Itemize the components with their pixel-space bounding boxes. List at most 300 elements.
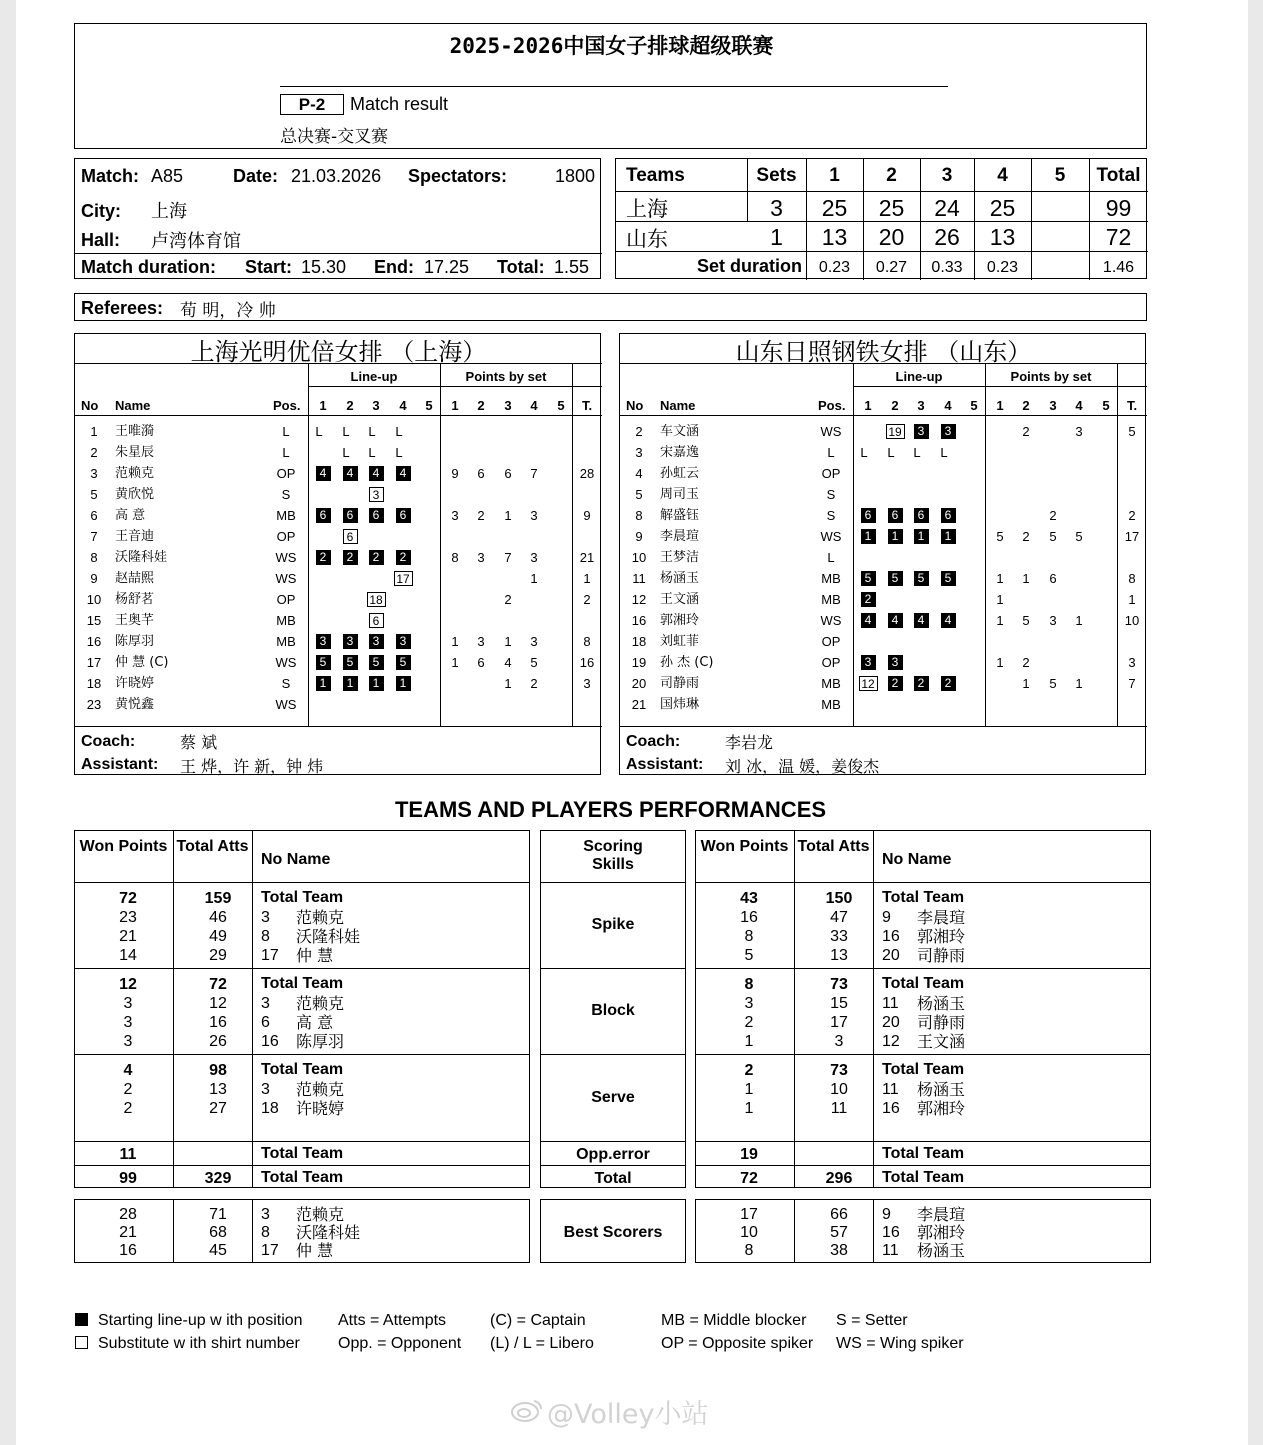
set-duration-1: 0.23 (818, 259, 851, 276)
best-atts: 66 (830, 1206, 848, 1223)
player-position: OP (276, 529, 296, 544)
won-points: 2 (123, 1081, 133, 1098)
starting-position: 1 (396, 676, 411, 691)
libero-mark: L (913, 445, 921, 460)
score-a-set2: 25 (878, 195, 905, 221)
set-duration-label: Set duration (696, 256, 802, 276)
total-team-label: Total Team (882, 1061, 965, 1078)
set-points: 2 (504, 592, 512, 607)
set-points: 1 (504, 508, 512, 523)
lineup-header: Line-up (350, 369, 398, 384)
starting-position: 1 (888, 529, 903, 544)
player-total-points: 2 (583, 592, 591, 607)
player-number: 8 (635, 508, 643, 523)
set-points: 1 (530, 571, 538, 586)
player-total-points: 9 (583, 508, 591, 523)
player-name: 宋嘉逸 (660, 445, 700, 460)
starting-position: 6 (369, 508, 384, 523)
starting-position: 6 (861, 508, 876, 523)
total-attempts: 12 (209, 995, 227, 1012)
player-number: 20 (882, 947, 900, 964)
player-number: 20 (631, 676, 647, 691)
starting-position: 4 (369, 466, 384, 481)
starting-position: 1 (316, 676, 331, 691)
team-name: 山东日照钢铁女排 （山东） (735, 338, 1032, 366)
starting-position: 3 (941, 424, 956, 439)
col-points-set: 1 (451, 398, 459, 413)
player-number: 3 (261, 909, 270, 926)
match-stage: 总决赛-交叉赛 (280, 127, 389, 147)
legend-opp: Opp. = Opponent (338, 1335, 462, 1352)
player-position: L (282, 424, 290, 439)
starting-position: 5 (369, 655, 384, 670)
set-points: 4 (504, 655, 512, 670)
col-lineup-set: 1 (319, 398, 327, 413)
set-duration-3: 0.33 (931, 259, 963, 276)
set-points: 1 (1075, 676, 1083, 691)
player-name: 范赖克 (296, 994, 345, 1013)
won-points: 1 (744, 1100, 754, 1117)
column-divider (308, 363, 309, 726)
substitute-number: 12 (859, 676, 878, 691)
player-name: 沃隆科娃 (115, 550, 168, 565)
set-points: 1 (451, 634, 459, 649)
player-number: 18 (86, 676, 102, 691)
player-number: 3 (90, 466, 98, 481)
player-total-points: 16 (579, 655, 595, 670)
player-name: 李晨瑄 (917, 908, 966, 927)
starting-position: 2 (914, 676, 929, 691)
best-atts: 45 (209, 1242, 227, 1259)
doc-code: P-2 (280, 94, 344, 115)
col-pos: Pos. (818, 398, 846, 413)
player-name: 杨涵玉 (917, 994, 966, 1013)
set-points: 3 (451, 508, 459, 523)
total-attempts: 3 (834, 1033, 844, 1050)
doc-name: Match result (350, 94, 449, 114)
legend-ws: WS = Wing spiker (836, 1335, 964, 1352)
player-name: 杨涵玉 (660, 571, 700, 586)
player-name: 许晓婷 (296, 1099, 345, 1118)
row-divider (540, 1165, 686, 1166)
header-no-name: No Name (261, 851, 331, 868)
player-name: 王文涵 (917, 1032, 966, 1051)
row-divider (74, 1054, 530, 1055)
player-position: MB (276, 613, 296, 628)
row-divider (695, 882, 1151, 883)
starting-position: 1 (343, 676, 358, 691)
player-total-points: 3 (583, 676, 591, 691)
set-points: 9 (451, 466, 459, 481)
score-a-set3: 24 (934, 195, 960, 221)
assistant-names: 王 烨，许 新，钟 炜 (180, 757, 324, 776)
end-value: 17.25 (424, 257, 470, 277)
set-points: 2 (530, 676, 538, 691)
player-position: OP (821, 466, 841, 481)
col-no: No (81, 398, 99, 413)
starting-position: 4 (914, 613, 929, 628)
opp-error-label: Total Team (882, 1145, 965, 1162)
player-position: S (281, 487, 291, 502)
player-position: MB (276, 508, 296, 523)
player-total-points: 2 (1128, 508, 1136, 523)
player-number: 9 (882, 909, 891, 926)
player-name: 仲 慧 (C) (115, 655, 169, 670)
player-name: 李晨瑄 (660, 529, 700, 544)
player-number: 9 (90, 571, 98, 586)
starting-position: 4 (861, 613, 876, 628)
player-name: 杨涵玉 (917, 1080, 966, 1099)
score-header-set1: 1 (829, 165, 840, 186)
player-name: 王奥芊 (115, 613, 155, 628)
won-points: 8 (744, 976, 754, 993)
best-scorers-label: Best Scorers (563, 1224, 663, 1241)
col-points-set: 3 (1049, 398, 1057, 413)
score-a-total: 99 (1105, 195, 1132, 221)
player-position: WS (820, 529, 842, 544)
header-no-name: No Name (882, 851, 952, 868)
score-header-set3: 3 (941, 165, 953, 186)
total-attempts: 150 (825, 890, 853, 907)
column-divider (1117, 363, 1118, 726)
col-lineup-set: 1 (864, 398, 872, 413)
referees-value: 荀 明，冷 帅 (180, 301, 276, 321)
starting-position: 4 (343, 466, 358, 481)
player-number: 10 (86, 592, 102, 607)
player-position: OP (276, 592, 296, 607)
starting-position: 2 (396, 550, 411, 565)
total-label: Total Team (261, 1169, 344, 1186)
starting-position: 4 (888, 613, 903, 628)
starting-position: 5 (888, 571, 903, 586)
libero-mark: L (395, 424, 403, 439)
player-name: 黄悦鑫 (115, 697, 155, 712)
row-divider (74, 968, 530, 969)
set-points: 3 (1049, 613, 1057, 628)
won-points: 3 (123, 1014, 133, 1031)
libero-mark: L (315, 424, 323, 439)
total-attempts: 72 (209, 976, 227, 993)
player-total-points: 3 (1128, 655, 1136, 670)
row-divider (74, 882, 530, 883)
skill-serve: Serve (591, 1088, 635, 1106)
player-number: 8 (261, 928, 270, 945)
col-points-set: 5 (557, 398, 565, 413)
won-points: 23 (119, 909, 137, 926)
column-divider (440, 363, 441, 726)
player-name: 刘虹菲 (660, 634, 700, 649)
player-position: OP (821, 634, 841, 649)
starting-position: 3 (914, 424, 929, 439)
starting-position: 6 (343, 508, 358, 523)
player-name: 司静雨 (917, 946, 966, 965)
player-number: 12 (882, 1033, 900, 1050)
set-points: 5 (1049, 676, 1057, 691)
player-name: 孙 杰 (C) (660, 655, 714, 670)
player-number: 16 (882, 928, 900, 945)
best-player-number: 17 (261, 1242, 279, 1259)
best-won: 10 (740, 1224, 758, 1241)
team-name: 上海光明优倍女排 （上海） (190, 338, 487, 366)
performance-title: TEAMS AND PLAYERS PERFORMANCES (394, 797, 827, 822)
set-points: 3 (477, 634, 485, 649)
player-number: 16 (261, 1033, 279, 1050)
player-number: 5 (90, 487, 98, 502)
libero-mark: L (342, 445, 350, 460)
substitute-number: 3 (369, 487, 384, 502)
points-header: Points by set (1010, 369, 1092, 384)
starting-position: 6 (316, 508, 331, 523)
player-name: 司静雨 (917, 1013, 966, 1032)
score-a-set4: 25 (989, 195, 1016, 221)
player-position: WS (275, 571, 297, 586)
subheader-divider (308, 386, 602, 387)
skill-spike: Spike (591, 916, 635, 933)
row-divider (540, 1141, 686, 1142)
set-points: 5 (1049, 529, 1057, 544)
player-number: 20 (882, 1014, 900, 1031)
player-name: 国炜琳 (660, 697, 700, 712)
player-name: 仲 慧 (296, 946, 334, 965)
score-header-sets: Sets (756, 165, 797, 186)
starting-position: 1 (369, 676, 384, 691)
player-number: 4 (635, 466, 643, 481)
set-points: 5 (1075, 529, 1083, 544)
total-atts: 329 (204, 1170, 232, 1187)
col-points-set: 3 (504, 398, 512, 413)
starting-position: 2 (941, 676, 956, 691)
set-duration-4: 0.23 (986, 259, 1019, 276)
player-number: 2 (90, 445, 98, 460)
subheader-divider (853, 386, 1147, 387)
referees-box (74, 293, 1147, 321)
starting-position: 2 (888, 676, 903, 691)
player-position: MB (276, 634, 296, 649)
set-points: 5 (996, 529, 1004, 544)
row-divider (695, 1165, 1151, 1166)
referees-label: Referees: (81, 298, 164, 318)
starting-position: 4 (941, 613, 956, 628)
total-attempts: 16 (209, 1014, 227, 1031)
date-label: Date: (233, 166, 279, 186)
player-number: 8 (90, 550, 98, 565)
won-points: 14 (119, 947, 137, 964)
total-attempts: 33 (830, 928, 848, 945)
header-total-atts: Total Atts (797, 838, 870, 855)
set-points: 3 (1075, 424, 1083, 439)
row-divider (695, 968, 1151, 969)
player-name: 范赖克 (296, 908, 345, 927)
set-points: 1 (1075, 613, 1083, 628)
player-total-points: 17 (1124, 529, 1140, 544)
city-value: 上海 (151, 201, 187, 222)
starting-position: 2 (861, 592, 876, 607)
player-name: 郭湘玲 (660, 613, 700, 628)
total-attempts: 73 (830, 976, 848, 993)
starting-position: 6 (914, 508, 929, 523)
starting-position: 5 (316, 655, 331, 670)
score-header-set4: 4 (997, 165, 1008, 186)
player-position: L (282, 445, 290, 460)
set-duration-total: 1.46 (1102, 259, 1135, 276)
score-team-a: 上海 (626, 197, 668, 221)
starting-position: 1 (941, 529, 956, 544)
hall-value: 卢湾体育馆 (151, 231, 241, 252)
player-position: MB (821, 697, 841, 712)
starting-position: 3 (369, 634, 384, 649)
set-points: 1 (996, 655, 1004, 670)
set-points: 1 (996, 571, 1004, 586)
starting-position: 3 (861, 655, 876, 670)
spectators-value: 1800 (554, 166, 595, 186)
won-points: 12 (119, 976, 137, 993)
best-player-name: 郭湘玲 (917, 1223, 966, 1242)
starting-position: 5 (941, 571, 956, 586)
player-number: 17 (86, 655, 102, 670)
best-player-name: 仲 慧 (296, 1241, 334, 1260)
total-label: Total Team (882, 1169, 965, 1186)
row-divider (695, 1141, 1151, 1142)
player-position: WS (275, 550, 297, 565)
roster-team-a (74, 333, 601, 775)
player-name: 陈厚羽 (115, 634, 155, 649)
set-points: 1 (451, 655, 459, 670)
starting-position: 4 (316, 466, 331, 481)
legend-starting: Starting line-up w ith position (98, 1312, 303, 1329)
player-number: 16 (631, 613, 647, 628)
total-attempts: 11 (830, 1100, 848, 1117)
set-points: 1 (504, 634, 512, 649)
col-lineup-set: 4 (944, 398, 952, 413)
player-position: S (281, 676, 291, 691)
column-divider (572, 363, 573, 726)
total-team-label: Total Team (261, 1061, 344, 1078)
player-number: 6 (90, 508, 98, 523)
score-b-set1: 13 (821, 224, 848, 250)
player-position: WS (275, 697, 297, 712)
player-position: L (827, 445, 835, 460)
score-a-set1: 25 (821, 195, 848, 221)
player-position: OP (276, 466, 296, 481)
player-name: 沃隆科娃 (296, 927, 361, 946)
won-points: 1 (744, 1033, 754, 1050)
won-points: 21 (119, 928, 137, 945)
col-name: Name (660, 398, 696, 413)
player-name: 高 意 (296, 1013, 334, 1032)
best-player-number: 9 (882, 1206, 891, 1223)
player-number: 7 (90, 529, 98, 544)
player-total-points: 10 (1124, 613, 1140, 628)
best-atts: 68 (209, 1224, 227, 1241)
set-points: 3 (530, 508, 538, 523)
starting-position: 6 (888, 508, 903, 523)
player-number: 1 (90, 424, 98, 439)
starting-position: 3 (316, 634, 331, 649)
best-atts: 57 (830, 1224, 848, 1241)
match-label: Match: (81, 166, 139, 186)
set-points: 2 (1022, 424, 1030, 439)
starting-position: 1 (861, 529, 876, 544)
player-name: 许晓婷 (115, 676, 155, 691)
weibo-logo-icon (510, 1397, 544, 1423)
player-name: 高 意 (115, 508, 146, 523)
player-name: 周司玉 (660, 487, 700, 502)
total-attempts: 29 (209, 947, 227, 964)
header-box (74, 23, 1147, 149)
total-team-label: Total Team (882, 975, 965, 992)
player-name: 王音迪 (115, 529, 155, 544)
starting-position: 5 (861, 571, 876, 586)
score-b-set2: 20 (878, 224, 905, 250)
won-points: 72 (119, 890, 137, 907)
roster-team-b (619, 333, 1146, 775)
score-header-set2: 2 (886, 165, 897, 186)
best-won: 16 (119, 1242, 137, 1259)
player-number: 18 (261, 1100, 279, 1117)
competition-title: 2025-2026中国女子排球超级联赛 (449, 34, 774, 58)
coach-name: 蔡 斌 (180, 733, 218, 752)
player-name: 王梦洁 (660, 550, 700, 565)
score-b-total: 72 (1105, 224, 1132, 250)
best-atts: 38 (830, 1242, 848, 1259)
player-number: 3 (261, 995, 270, 1012)
score-b-set3: 26 (934, 224, 960, 250)
best-won: 21 (119, 1224, 137, 1241)
player-name: 赵喆熙 (115, 571, 155, 586)
points-header: Points by set (465, 369, 547, 384)
player-number: 19 (631, 655, 647, 670)
player-total-points: 1 (583, 571, 591, 586)
libero-mark: L (368, 424, 376, 439)
column-divider (985, 363, 986, 726)
opp-error-won: 19 (740, 1146, 758, 1163)
starting-position: 3 (396, 634, 411, 649)
score-header-total: Total (1096, 165, 1141, 186)
set-points: 2 (1022, 529, 1030, 544)
spectators-label: Spectators: (408, 166, 508, 186)
player-name: 司静雨 (660, 676, 700, 691)
header-won-points: Won Points (700, 838, 789, 855)
set-points: 5 (530, 655, 538, 670)
player-number: 6 (261, 1014, 270, 1031)
substitute-number: 6 (343, 529, 358, 544)
best-atts: 71 (209, 1206, 227, 1223)
col-points-set: 2 (1022, 398, 1030, 413)
player-total-points: 8 (583, 634, 591, 649)
coach-divider (75, 726, 602, 727)
total-label: Total: (497, 257, 545, 277)
won-points: 43 (740, 890, 758, 907)
best-player-name: 沃隆科娃 (296, 1223, 361, 1242)
won-points: 3 (123, 995, 133, 1012)
legend-substitute: Substitute w ith shirt number (98, 1335, 300, 1352)
set-points: 1 (996, 613, 1004, 628)
set-points: 3 (530, 634, 538, 649)
total-won: 72 (740, 1170, 758, 1187)
total-attempts: 159 (204, 890, 232, 907)
col-points-set: 5 (1102, 398, 1110, 413)
match-value: A85 (151, 166, 184, 186)
set-points: 6 (504, 466, 512, 481)
player-position: WS (820, 613, 842, 628)
header-divider (75, 415, 602, 416)
player-position: OP (821, 655, 841, 670)
set-points: 2 (1022, 655, 1030, 670)
player-name: 范赖克 (296, 1080, 345, 1099)
coach-label: Coach: (626, 733, 681, 750)
row-divider (540, 882, 686, 883)
total-attempts: 47 (830, 909, 848, 926)
